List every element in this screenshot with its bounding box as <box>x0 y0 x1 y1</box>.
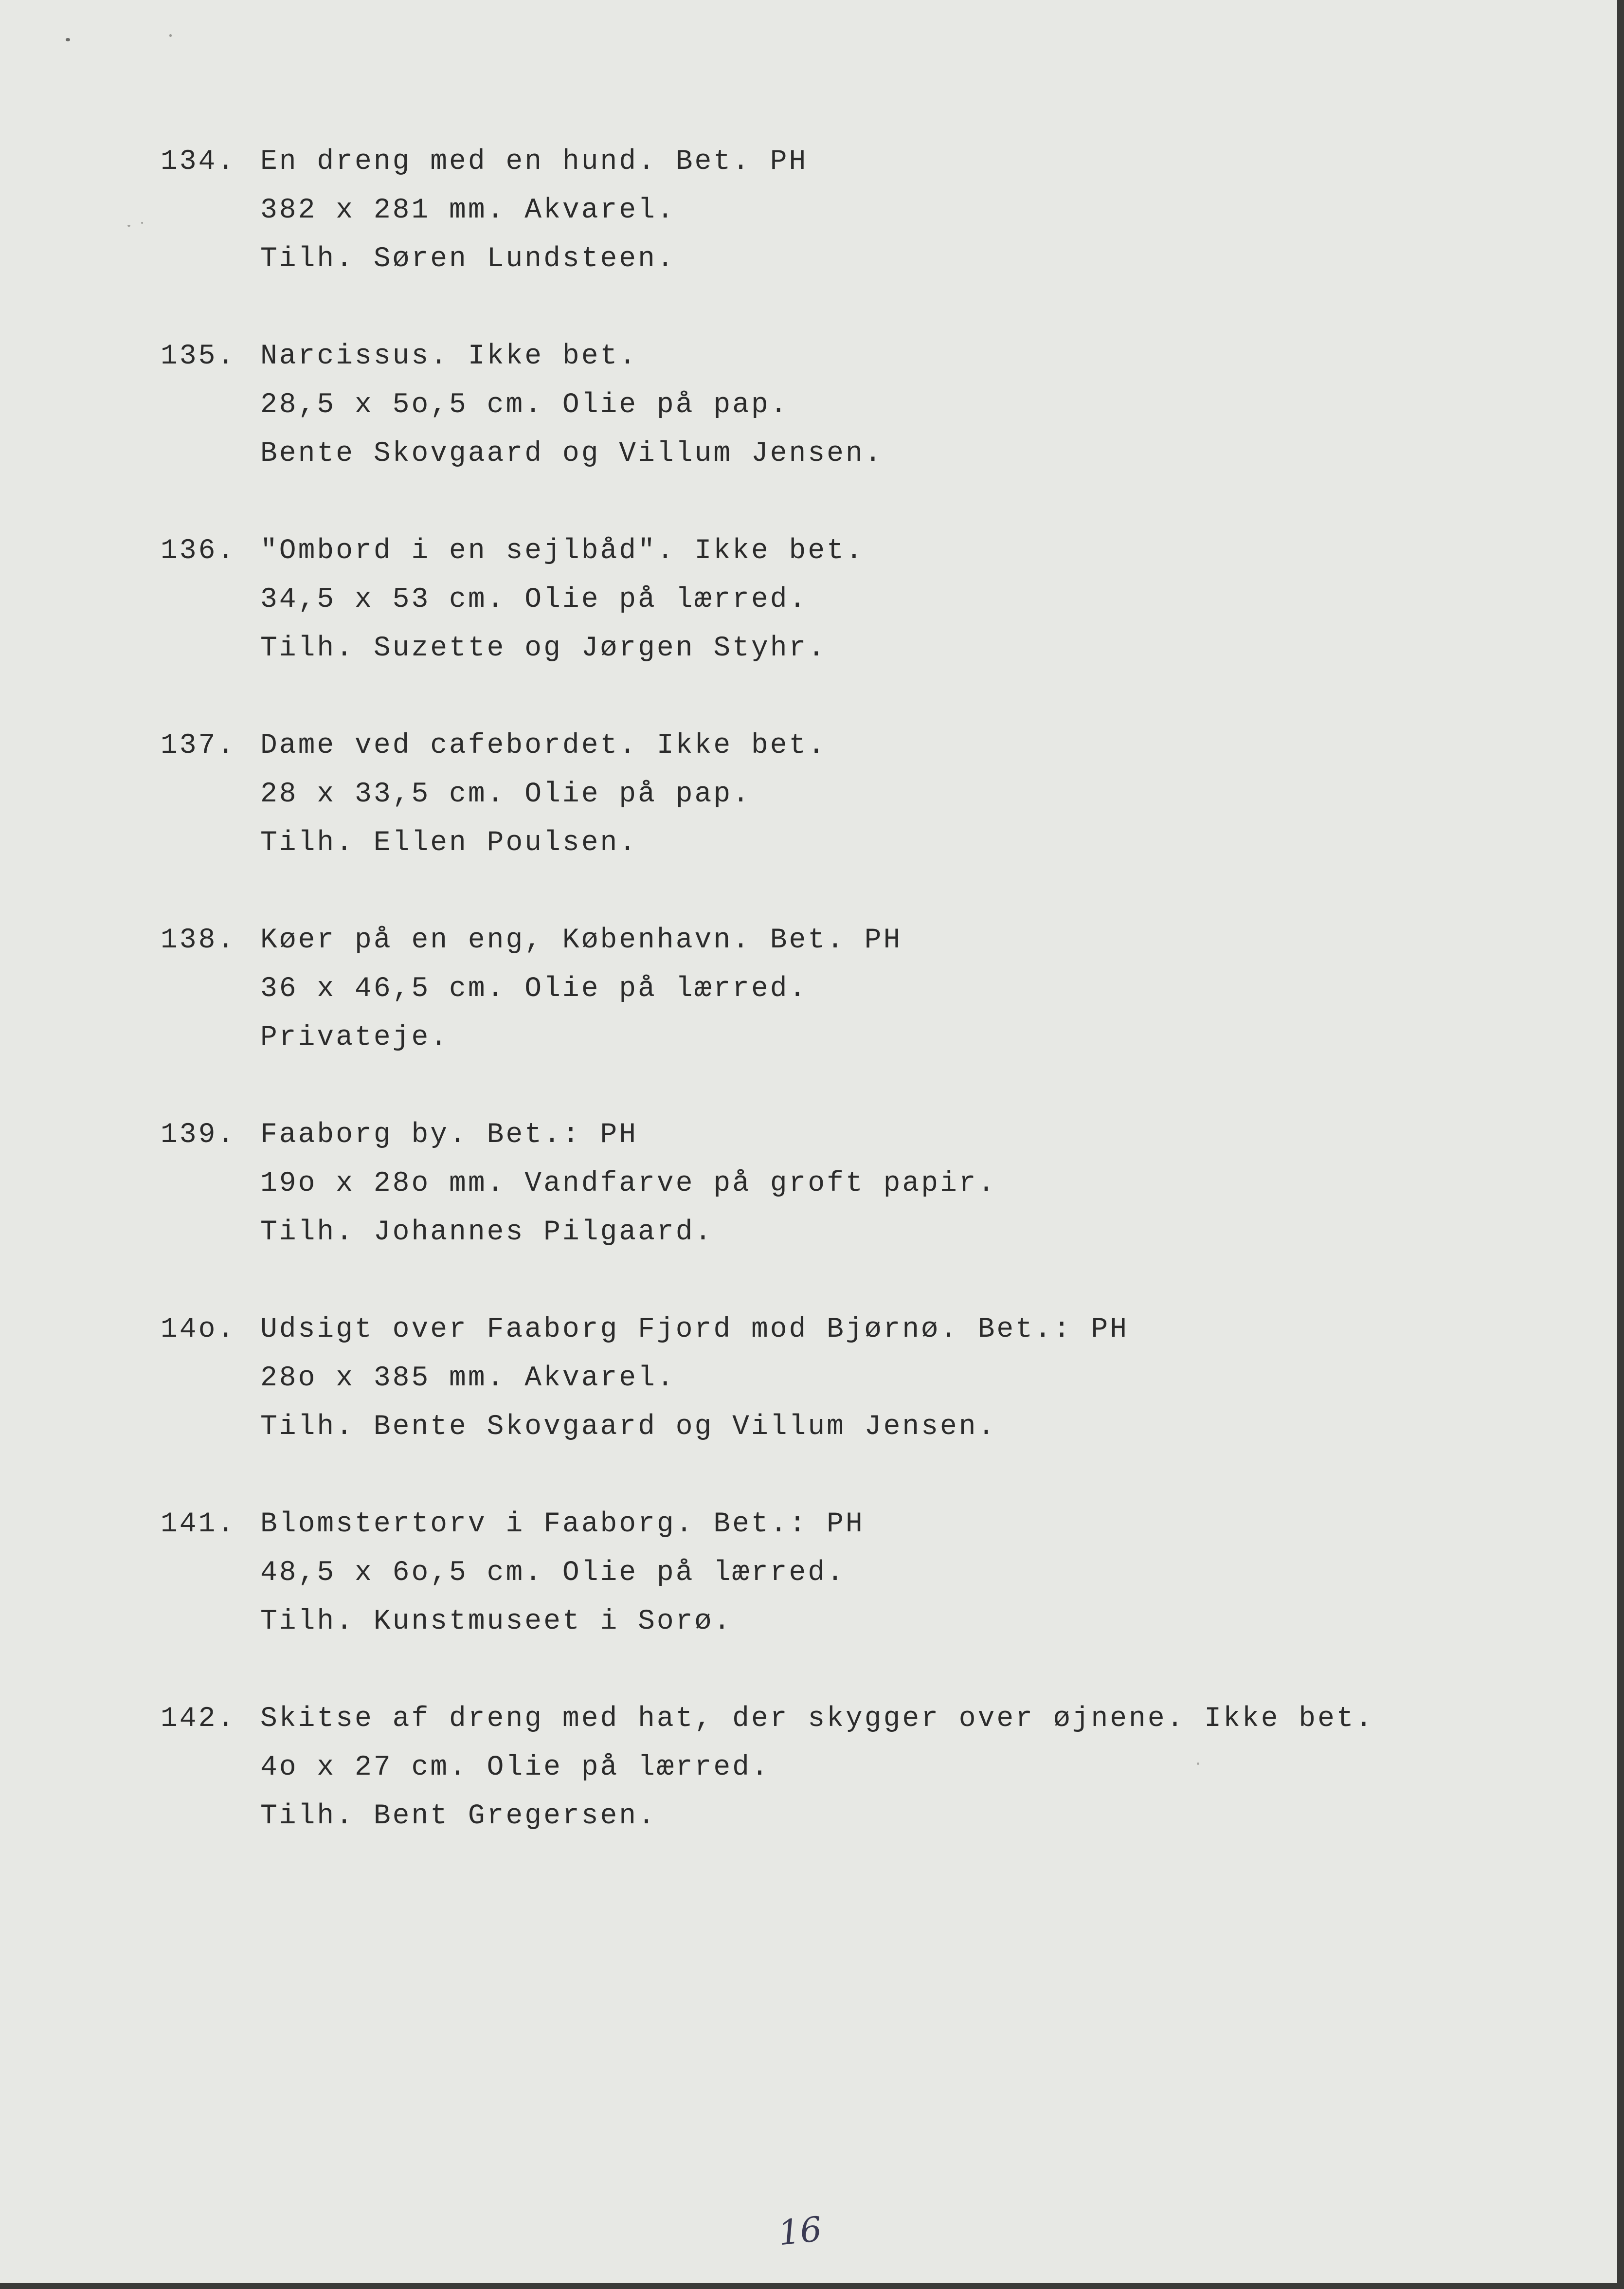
catalogue-entry <box>0 1695 1617 1889</box>
entry-title: En dreng med en hund. Bet. PH <box>260 146 808 178</box>
entry-dimensions: 28,5 x 5o,5 cm. Olie på pap. <box>260 389 789 421</box>
entry-dimensions: 28o x 385 mm. Akvarel. <box>260 1362 676 1394</box>
entry-title: Udsigt over Faaborg Fjord mod Bjørnø. Bet.: PH <box>260 1314 1129 1345</box>
entry-dimensions: 4o x 27 cm. Olie på lærred. <box>260 1752 770 1783</box>
catalogue-entry <box>0 527 1617 722</box>
entry-owner: Privateje. <box>260 1022 450 1054</box>
entry-lines <box>260 527 865 673</box>
entry-title: "Ombord i en sejlbåd". Ikke bet. <box>260 535 865 567</box>
catalogue-entry <box>0 722 1617 916</box>
entry-title: Skitse af dreng med hat, der skygger over øjnene. Ikke bet. <box>260 1703 1374 1735</box>
entry-owner: Tilh. Ellen Poulsen. <box>260 827 638 859</box>
entry-owner: Tilh. Bente Skovgaard og Villum Jensen. <box>260 1411 997 1443</box>
entry-title: Faaborg by. Bet.: PH <box>260 1119 638 1151</box>
entry-lines <box>260 1306 1129 1452</box>
entry-number: 139. <box>161 1119 236 1151</box>
entry-title: Blomstertorv i Faaborg. Bet.: PH <box>260 1508 865 1540</box>
entry-dimensions: 28 x 33,5 cm. Olie på pap. <box>260 779 751 810</box>
catalogue-entry <box>0 916 1617 1111</box>
entry-lines <box>260 916 902 1062</box>
entry-dimensions: 34,5 x 53 cm. Olie på lærred. <box>260 584 808 616</box>
entry-number: 141. <box>161 1508 236 1540</box>
entry-dimensions: 19o x 28o mm. Vandfarve på groft papir. <box>260 1168 997 1199</box>
entry-owner: Bente Skovgaard og Villum Jensen. <box>260 438 884 470</box>
entry-lines <box>260 1500 865 1646</box>
catalogue-entry <box>0 1111 1617 1306</box>
entry-dimensions: 48,5 x 6o,5 cm. Olie på lærred. <box>260 1557 846 1589</box>
entry-title: Dame ved cafebordet. Ikke bet. <box>260 730 827 762</box>
catalogue-entry <box>0 332 1617 527</box>
entry-lines <box>260 722 827 868</box>
entry-number: 138. <box>161 925 236 956</box>
entry-title: Narcissus. Ikke bet. <box>260 341 638 372</box>
entry-lines <box>260 138 808 284</box>
handwritten-page-number: 16 <box>776 2209 824 2253</box>
catalogue-entries <box>0 138 1617 1889</box>
entry-lines <box>260 1111 996 1257</box>
entry-number: 136. <box>161 535 236 567</box>
catalogue-entry <box>0 1500 1617 1695</box>
entry-title: Køer på en eng, København. Bet. PH <box>260 925 902 956</box>
entry-owner: Tilh. Suzette og Jørgen Styhr. <box>260 633 827 664</box>
entry-owner: Tilh. Johannes Pilgaard. <box>260 1217 714 1248</box>
entry-owner: Tilh. Bent Gregersen. <box>260 1800 657 1832</box>
entry-number: 137. <box>161 730 236 762</box>
entry-lines <box>260 332 884 478</box>
entry-owner: Tilh. Kunstmuseet i Sorø. <box>260 1606 733 1637</box>
entry-lines <box>260 1695 1374 1841</box>
paper-speck <box>169 34 172 37</box>
entry-number: 14o. <box>161 1314 236 1345</box>
entry-number: 134. <box>161 146 236 178</box>
entry-dimensions: 382 x 281 mm. Akvarel. <box>260 195 676 226</box>
entry-dimensions: 36 x 46,5 cm. Olie på lærred. <box>260 973 808 1005</box>
catalogue-entry <box>0 138 1617 332</box>
catalogue-entry <box>0 1306 1617 1500</box>
entry-number: 142. <box>161 1703 236 1735</box>
entry-number: 135. <box>161 341 236 372</box>
entry-owner: Tilh. Søren Lundsteen. <box>260 243 676 275</box>
paper-speck <box>66 38 70 41</box>
